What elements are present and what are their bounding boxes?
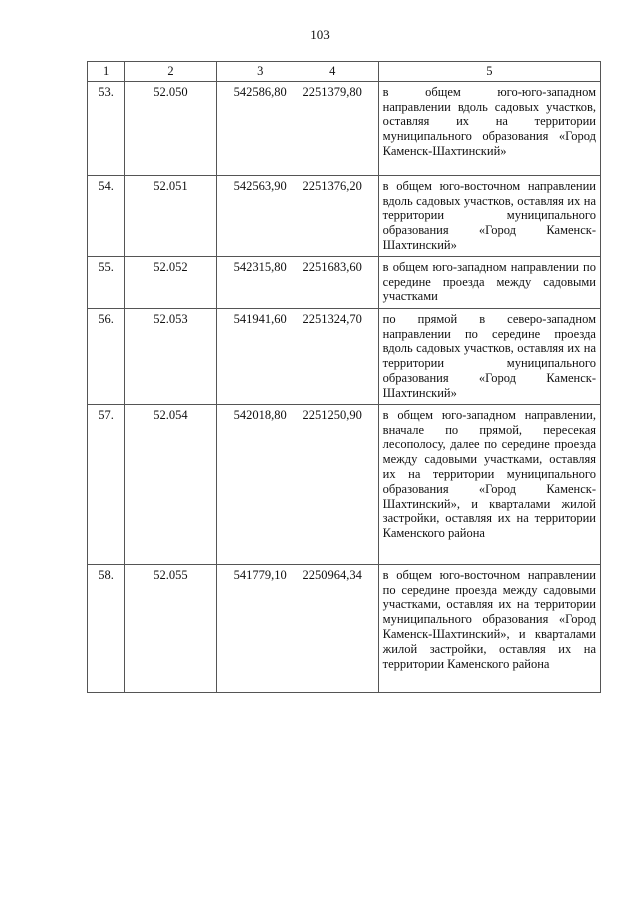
point-code: 52.053 [125, 308, 217, 404]
description: в общем юго-юго-западном направлении вдоль садовых участков, оставляя их на территории муниципального образования «Город Каменск-Шахтинский» [378, 81, 600, 175]
header-col-3-4 [216, 62, 378, 82]
coord-y: 2251376,20 [302, 178, 362, 193]
point-code: 52.055 [125, 564, 217, 692]
coord-x: 541779,10 [233, 567, 287, 582]
coord-x: 541941,60 [233, 311, 287, 326]
row-number: 57. [88, 404, 125, 564]
table-row [88, 308, 601, 404]
coordinates [216, 564, 378, 692]
point-code: 52.050 [125, 81, 217, 175]
coord-x: 542018,80 [233, 407, 287, 422]
header-col-3: 3 [257, 64, 264, 78]
description: по прямой в северо-западном направлении по середине проезда вдоль садовых участков, оставляя их на территории муниципального образования «Город Каменск-Шахтинский» [378, 308, 600, 404]
point-code: 52.054 [125, 404, 217, 564]
coord-x: 542315,80 [233, 259, 287, 274]
description: в общем юго-западном направлении, вначале по прямой, пересекая лесополосу, далее по середине проезда между садовыми участками, оставляя их на территории муниципального образования «Город Каменск-Шахтинский», и кварталами жилой застройки, оставляя их на территории Каменского района [378, 404, 600, 564]
table-row [88, 404, 601, 564]
coord-x: 542586,80 [233, 84, 287, 99]
coordinates [216, 81, 378, 175]
coordinates [216, 308, 378, 404]
coordinates [216, 256, 378, 308]
description: в общем юго-восточном направлении по середине проезда между садовыми участками, оставляя их на территории муниципального образования «Город Каменск-Шахтинский», и кварталами жилой застройки, оставляя их на территории Каменского района [378, 564, 600, 692]
description: в общем юго-восточном направлении вдоль садовых участков, оставляя их на территории муниципального образования «Город Каменск-Шахтинский» [378, 175, 600, 256]
row-number: 56. [88, 308, 125, 404]
table-header-row [88, 62, 601, 82]
page-number: 103 [310, 27, 330, 42]
row-number: 58. [88, 564, 125, 692]
header-col-2: 2 [125, 62, 217, 82]
coord-y: 2250964,34 [302, 567, 362, 582]
table-row [88, 81, 601, 175]
point-code: 52.051 [125, 175, 217, 256]
description: в общем юго-западном направлении по середине проезда между садовыми участками [378, 256, 600, 308]
coord-x: 542563,90 [233, 178, 287, 193]
row-number: 53. [88, 81, 125, 175]
header-col-5: 5 [378, 62, 600, 82]
coordinates [216, 175, 378, 256]
coordinates [216, 404, 378, 564]
coord-y: 2251683,60 [302, 259, 362, 274]
header-col-1: 1 [88, 62, 125, 82]
row-number: 54. [88, 175, 125, 256]
coord-y: 2251379,80 [302, 84, 362, 99]
point-code: 52.052 [125, 256, 217, 308]
table-row [88, 175, 601, 256]
coord-y: 2251324,70 [302, 311, 362, 326]
table-row [88, 564, 601, 692]
header-col-4: 4 [329, 64, 336, 78]
row-number: 55. [88, 256, 125, 308]
table-row [88, 256, 601, 308]
coord-y: 2251250,90 [302, 407, 362, 422]
boundary-points-table [87, 61, 601, 693]
